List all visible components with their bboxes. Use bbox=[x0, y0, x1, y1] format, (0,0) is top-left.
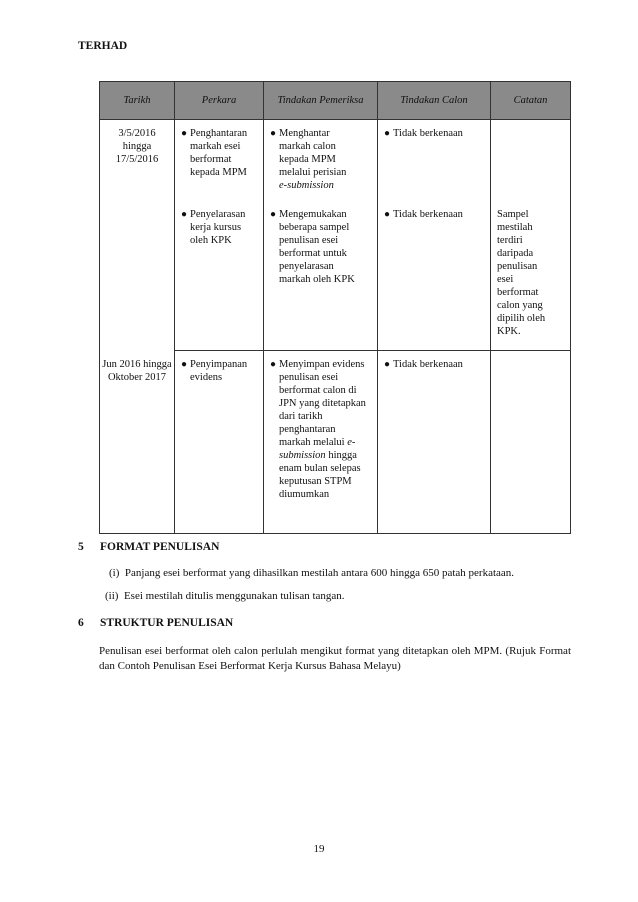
date-cell bbox=[100, 351, 175, 534]
date-text: Jun 2016 hingga Oktober 2017 bbox=[102, 358, 172, 383]
section-heading bbox=[78, 541, 219, 553]
bullet-item bbox=[264, 200, 377, 290]
list-item bbox=[109, 567, 514, 579]
body-paragraph: Penulisan esei berformat oleh calon perlulah mengikut format yang ditetapkan oleh MPM. (Rujuk Format dan Contoh Penulisan Esei Berformat Kerja Kursus Bahasa Melayu) bbox=[99, 645, 571, 672]
table-header-row bbox=[100, 82, 571, 120]
table-cell bbox=[491, 351, 571, 534]
bullet-icon: ● bbox=[384, 128, 391, 139]
cell-text: Tidak berkenaan bbox=[393, 209, 463, 220]
bullet-icon: ● bbox=[181, 209, 188, 220]
bullet-item bbox=[264, 351, 377, 505]
table-cell bbox=[378, 200, 491, 351]
cell-text-part: Menghantar markah calon kepada MPM melalui perisian bbox=[279, 128, 347, 178]
column-header: Tindakan Pemeriksa bbox=[264, 82, 378, 120]
bullet-icon: ● bbox=[384, 209, 391, 220]
section-number: 6 bbox=[78, 617, 84, 629]
column-header: Catatan bbox=[491, 82, 571, 120]
cell-text-part: hingga enam bulan selepas keputusan STPM diumumkan bbox=[279, 450, 361, 500]
bullet-icon: ● bbox=[384, 359, 391, 370]
cell-text bbox=[279, 127, 374, 192]
bullet-item bbox=[378, 351, 490, 375]
schedule-table bbox=[99, 81, 571, 534]
cell-text: Penghantaran markah esei berformat kepada MPM bbox=[190, 128, 248, 178]
section-title: STRUKTUR PENULISAN bbox=[100, 617, 234, 629]
table-cell bbox=[491, 120, 571, 201]
section-number: 5 bbox=[78, 541, 84, 553]
list-item-text: Panjang esei berformat yang dihasilkan mestilah antara 600 hingga 650 patah perkataan. bbox=[124, 567, 515, 579]
cell-text bbox=[279, 358, 374, 501]
section-title: FORMAT PENULISAN bbox=[100, 541, 220, 553]
cell-text: Penyelarasan kerja kursus oleh KPK bbox=[190, 209, 246, 246]
bullet-item bbox=[378, 200, 490, 225]
bullet-icon: ● bbox=[181, 128, 188, 139]
cell-text-italic: e-submission bbox=[279, 437, 356, 461]
bullet-item bbox=[175, 351, 263, 388]
cell-text: Sampel mestilah terdiri daripada penulisan esei berformat calon yang dipilih oleh KPK. bbox=[497, 209, 546, 337]
page-number: 19 bbox=[313, 843, 325, 855]
list-item-number: (ii) bbox=[105, 590, 119, 602]
table-row bbox=[100, 120, 571, 201]
date-text: 3/5/2016 hingga 17/5/2016 bbox=[115, 128, 159, 165]
bullet-item bbox=[378, 120, 490, 144]
section-heading bbox=[78, 617, 233, 629]
table-row bbox=[100, 351, 571, 534]
column-header: Tarikh bbox=[100, 82, 175, 120]
column-header: Perkara bbox=[175, 82, 264, 120]
bullet-item bbox=[175, 200, 263, 251]
list-item bbox=[105, 590, 345, 602]
bullet-item bbox=[175, 120, 263, 183]
bullet-icon: ● bbox=[270, 128, 277, 139]
list-item-text: Esei mestilah ditulis menggunakan tulisan tangan. bbox=[123, 590, 345, 602]
table-cell bbox=[175, 200, 264, 351]
table-cell bbox=[264, 200, 378, 351]
table-cell bbox=[175, 351, 264, 534]
bullet-icon: ● bbox=[270, 209, 277, 220]
column-header: Tindakan Calon bbox=[378, 82, 491, 120]
table-cell bbox=[491, 200, 571, 351]
table-cell bbox=[175, 120, 264, 201]
date-cell bbox=[100, 120, 175, 351]
table-cell bbox=[378, 120, 491, 201]
header-label: TERHAD bbox=[78, 40, 128, 52]
bullet-icon: ● bbox=[181, 359, 188, 370]
list-item-number: (i) bbox=[109, 567, 120, 579]
table-cell bbox=[264, 120, 378, 201]
cell-text-italic: e-submission bbox=[279, 180, 334, 191]
cell-text: Tidak berkenaan bbox=[393, 128, 463, 139]
table-cell bbox=[264, 351, 378, 534]
cell-text: Penyimpanan evidens bbox=[190, 359, 248, 383]
cell-text-part: Menyimpan evidens penulisan esei berformat calon di JPN yang ditetapkan dari tarikh penghantaran markah melalui bbox=[279, 359, 366, 448]
table-cell bbox=[378, 351, 491, 534]
cell-text: Mengemukakan beberapa sampel penulisan esei berformat untuk penyelarasan markah oleh KPK bbox=[279, 209, 355, 285]
cell-text: Tidak berkenaan bbox=[393, 359, 463, 370]
bullet-icon: ● bbox=[270, 359, 277, 370]
bullet-item bbox=[264, 120, 377, 196]
